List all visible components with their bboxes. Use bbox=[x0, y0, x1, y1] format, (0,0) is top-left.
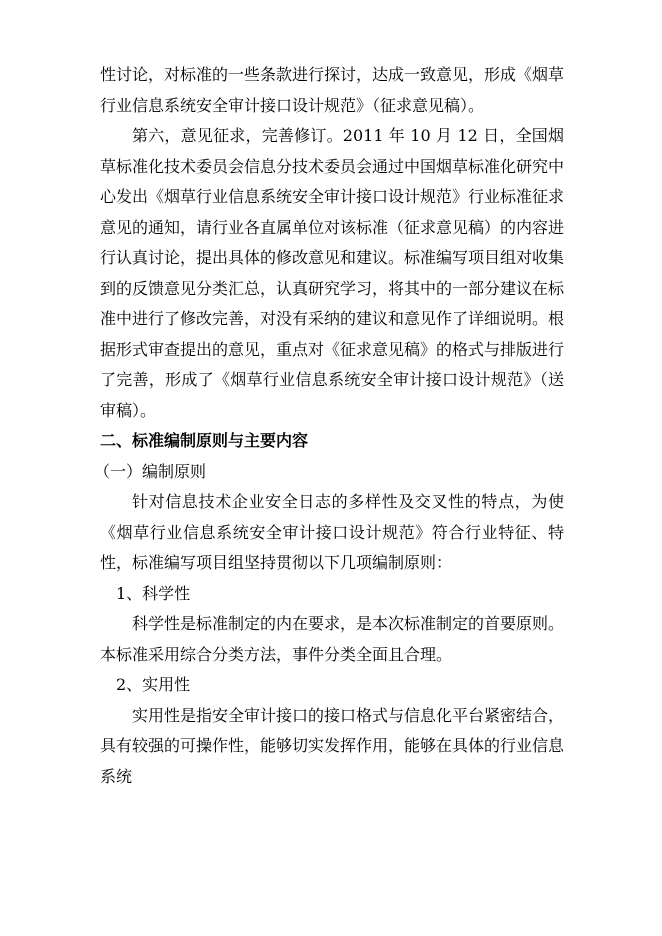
paragraph-principles-intro: 针对信息技术企业安全日志的多样性及交叉性的特点，为使《烟草行业信息系统安全审计接口设计规范》符合行业特征、特性，标准编写项目组坚持贯彻以下几项编制原则： bbox=[100, 492, 564, 572]
principle-text-scientific: 科学性是标准制定的内在要求，是本次标准制定的首要原则。本标准采用综合分类方法，事件分类全面且合理。 bbox=[100, 614, 565, 664]
document-body bbox=[94, 60, 565, 792]
principle-title-practical: 2、实用性 bbox=[116, 675, 191, 694]
principle-title-scientific: 1、科学性 bbox=[116, 583, 191, 603]
paragraph-revision: 第六，意见征求，完善修订。2011 年 10 月 12 日，全国烟草标准化技术委员会信息分技术委员会通过中国烟草标准化研究中心发出《烟草行业信息系统安全审计接口设计规范》行业标准征求意见的通知，请行业各直属单位对该标准（征求意见稿）的内容进行认真讨论，提出具体的修改意见和建议。标准编写项目组对收集到的反馈意见分类汇总，认真研究学习，将其中的一部分建议在标准中进行了修改完善，对没有采纳的建议和意见作了详细说明。根据形式审查提出的意见，重点对《征求意见稿》的格式与排版进行了完善，形成了《烟草行业信息系统安全审计接口设计规范》（送审稿）。 bbox=[100, 126, 565, 420]
paragraph-continuation: 性讨论，对标准的一些条款进行探讨，达成一致意见，形成《烟草行业信息系统安全审计接口设计规范》（征求意见稿）。 bbox=[100, 65, 565, 115]
section-heading: 二、标准编制原则与主要内容 bbox=[100, 431, 309, 450]
subsection-heading: （一）编制原则 bbox=[94, 461, 207, 481]
principle-text-practical: 实用性是指安全审计接口的接口格式与信息化平台紧密结合，具有较强的可操作性，能够切实发挥作用，能够在具体的行业信息系统 bbox=[100, 705, 565, 786]
